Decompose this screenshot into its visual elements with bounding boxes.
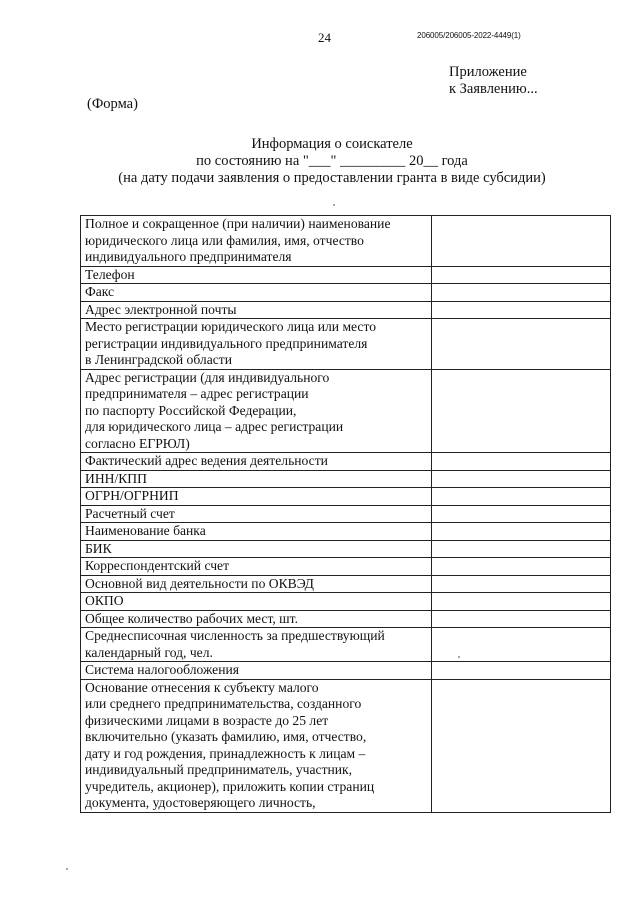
row-value-cell[interactable] [432, 369, 611, 453]
row-label-cell [81, 679, 432, 812]
row-label-cell [81, 558, 432, 576]
row-label-line: Основной вид деятельности по ОКВЭД [85, 575, 314, 591]
row-label-cell [81, 301, 432, 319]
row-label-line: БИК [85, 540, 112, 556]
row-value-cell[interactable] [432, 575, 611, 593]
table-row [81, 453, 611, 471]
table-row [81, 266, 611, 284]
appendix-note [449, 64, 538, 98]
row-label-line: Полное и сокращенное (при наличии) наименование [85, 216, 391, 231]
row-label-line: дату и год рождения, принадлежность к лицам – [85, 745, 366, 761]
row-label-line: Общее количество рабочих мест, шт. [85, 610, 298, 626]
row-value-cell[interactable] [432, 319, 611, 370]
table-row [81, 319, 611, 370]
title-line-2: по состоянию на "___" _________ 20__ года [196, 153, 468, 169]
row-label-line: Расчетный счет [85, 505, 175, 521]
row-label-line: ОКПО [85, 593, 124, 608]
row-value-cell[interactable] [432, 453, 611, 471]
document-title [60, 136, 604, 153]
row-label-cell [81, 488, 432, 506]
applicant-info-table [80, 215, 611, 813]
table-row [81, 575, 611, 593]
row-label-line: Адрес электронной почты [85, 301, 237, 317]
scan-speck [66, 868, 68, 870]
row-label-line: Фактический адрес ведения деятельности [85, 453, 328, 468]
row-value-cell[interactable] [432, 540, 611, 558]
row-value-cell[interactable] [432, 628, 611, 662]
row-value-cell[interactable] [432, 284, 611, 302]
appendix-line-2: к Заявлению... [449, 81, 538, 97]
row-label-cell [81, 523, 432, 541]
row-label-line: календарный год, чел. [85, 644, 213, 660]
row-label-line: в Ленинградской области [85, 352, 232, 367]
table-row [81, 593, 611, 611]
row-value-cell[interactable] [432, 266, 611, 284]
table-row [81, 628, 611, 662]
table-row [81, 662, 611, 680]
row-label-line: включительно (указать фамилию, имя, отчество, [85, 729, 367, 744]
row-label-line: регистрации индивидуального предпринимателя [85, 335, 368, 351]
row-label-cell [81, 319, 432, 370]
row-label-cell [81, 369, 432, 453]
appendix-line-1: Приложение [449, 64, 527, 80]
row-value-cell[interactable] [432, 523, 611, 541]
row-label-cell [81, 610, 432, 628]
row-value-cell[interactable] [432, 610, 611, 628]
row-value-cell[interactable] [432, 488, 611, 506]
row-label-line: ОГРН/ОГРНИП [85, 488, 179, 503]
row-label-line: для юридического лица – адрес регистрации [85, 419, 344, 434]
row-label-cell [81, 453, 432, 471]
table-row [81, 540, 611, 558]
row-label-line: по паспорту Российской Федерации, [85, 402, 297, 418]
title-line-3: (на дату подачи заявления о предоставлении гранта в виде субсидии) [118, 170, 546, 186]
table-row [81, 610, 611, 628]
row-label-cell [81, 266, 432, 284]
page-bottom-area [79, 829, 612, 909]
row-label-cell [81, 540, 432, 558]
row-value-cell[interactable] [432, 679, 611, 812]
document-date-line [60, 153, 604, 170]
row-label-line: предпринимателя – адрес регистрации [85, 386, 309, 401]
title-line-1: Информация о соискателе [251, 136, 413, 152]
row-label-line: Среднесписочная численность за предшествующий [85, 628, 385, 643]
row-label-cell [81, 575, 432, 593]
row-value-cell[interactable] [432, 301, 611, 319]
row-label-line: Адрес регистрации (для индивидуального [85, 369, 330, 385]
row-label-line: Система налогообложения [85, 662, 239, 677]
row-label-line: Телефон [85, 266, 135, 282]
table-row [81, 505, 611, 523]
row-label-line: документа, удостоверяющего личность, [85, 795, 316, 810]
table-row [81, 523, 611, 541]
row-label-line: Наименование банка [85, 523, 206, 538]
row-label-line: Место регистрации юридического лица или место [85, 319, 377, 334]
scan-speck [333, 204, 335, 206]
row-label-cell [81, 470, 432, 488]
row-label-line: Корреспондентский счет [85, 558, 230, 573]
row-label-cell [81, 628, 432, 662]
row-value-cell[interactable] [432, 216, 611, 267]
table-row [81, 284, 611, 302]
document-subtitle [60, 170, 604, 187]
table-row [81, 301, 611, 319]
row-label-line: индивидуальный предприниматель, участник, [85, 762, 353, 777]
table-row [81, 558, 611, 576]
row-label-line: юридического лица или фамилия, имя, отчество [85, 232, 364, 248]
row-label-line: индивидуального предпринимателя [85, 249, 292, 264]
table-row [81, 488, 611, 506]
row-label-line: учредитель, акционер), приложить копии страниц [85, 778, 375, 794]
row-value-cell[interactable] [432, 470, 611, 488]
table-row [81, 216, 611, 267]
row-value-cell[interactable] [432, 558, 611, 576]
row-label-line: Основание отнесения к субъекту малого [85, 679, 319, 695]
row-label-cell [81, 662, 432, 680]
page-number: 24 [318, 30, 331, 45]
table-row [81, 470, 611, 488]
table-row [81, 679, 611, 812]
row-label-line: физическими лицами в возрасте до 25 лет [85, 712, 329, 728]
row-label-cell [81, 505, 432, 523]
row-value-cell[interactable] [432, 662, 611, 680]
row-label-cell [81, 216, 432, 267]
form-label: (Форма) [87, 96, 138, 112]
row-label-line: или среднего предпринимательства, созданного [85, 696, 362, 711]
document-id: 206005/206005-2022-4449(1) [417, 31, 521, 40]
row-label-line: Факс [85, 284, 115, 299]
table-row [81, 369, 611, 453]
row-label-cell [81, 284, 432, 302]
row-value-cell[interactable] [432, 505, 611, 523]
table-body [81, 216, 611, 813]
row-value-cell[interactable] [432, 593, 611, 611]
row-label-line: согласно ЕГРЮЛ) [85, 435, 190, 451]
row-label-cell [81, 593, 432, 611]
row-label-line: ИНН/КПП [85, 470, 147, 486]
